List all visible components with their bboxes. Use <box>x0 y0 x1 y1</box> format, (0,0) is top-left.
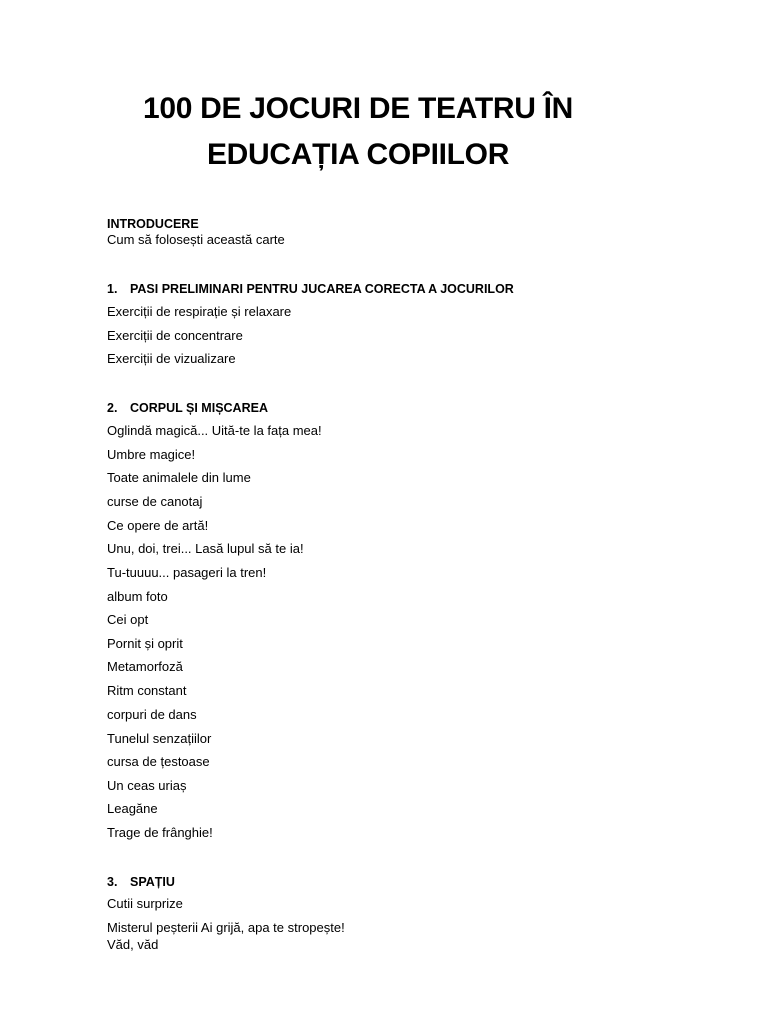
section-heading <box>107 400 268 416</box>
list-item: Tu-tuuuu... pasageri la tren! <box>107 565 267 580</box>
section-number: 3. <box>107 875 118 889</box>
list-item: Exerciții de vizualizare <box>107 351 236 366</box>
list-item: Ce opere de artă! <box>107 518 209 533</box>
list-item: corpuri de dans <box>107 707 197 722</box>
document-title <box>108 86 608 178</box>
section-heading <box>107 874 175 890</box>
section-number: 2. <box>107 401 118 415</box>
list-item: Umbre magice! <box>107 447 196 462</box>
list-item: Trage de frânghie! <box>107 825 213 840</box>
list-item: Unu, doi, trei... Lasă lupul să te ia! <box>107 541 304 556</box>
section-title: SPAȚIU <box>130 875 175 889</box>
list-item: Leagăne <box>107 801 158 816</box>
section-title: CORPUL ȘI MIȘCAREA <box>130 401 268 415</box>
list-item: album foto <box>107 589 168 604</box>
list-item: Văd, văd <box>107 937 159 952</box>
title-line-2: EDUCAȚIA COPIILOR <box>206 138 510 171</box>
list-item: Misterul peșterii Ai grijă, apa te stropește! <box>107 920 345 935</box>
section-number: 1. <box>107 282 118 296</box>
list-item: Oglindă magică... Uită-te la fața mea! <box>107 423 322 438</box>
title-line-1: 100 DE JOCURI DE TEATRU ÎN <box>142 92 574 125</box>
list-item: Exerciții de respirație și relaxare <box>107 304 292 319</box>
list-item: Tunelul senzațiilor <box>107 731 212 746</box>
section-heading <box>107 281 514 297</box>
list-item: cursa de țestoase <box>107 754 210 769</box>
list-item: Pornit și oprit <box>107 636 183 651</box>
intro-item: Cum să folosești această carte <box>107 232 285 247</box>
list-item: curse de canotaj <box>107 494 203 509</box>
list-item: Ritm constant <box>107 683 187 698</box>
section-title: PASI PRELIMINARI PENTRU JUCAREA CORECTA A JOCURILOR <box>130 282 514 296</box>
intro-heading: INTRODUCERE <box>107 217 199 231</box>
list-item: Cei opt <box>107 612 149 627</box>
list-item: Metamorfoză <box>107 659 183 674</box>
list-item: Un ceas uriaș <box>107 778 187 793</box>
list-item: Toate animalele din lume <box>107 470 251 485</box>
list-item: Exerciții de concentrare <box>107 328 243 343</box>
list-item: Cutii surprize <box>107 896 183 911</box>
